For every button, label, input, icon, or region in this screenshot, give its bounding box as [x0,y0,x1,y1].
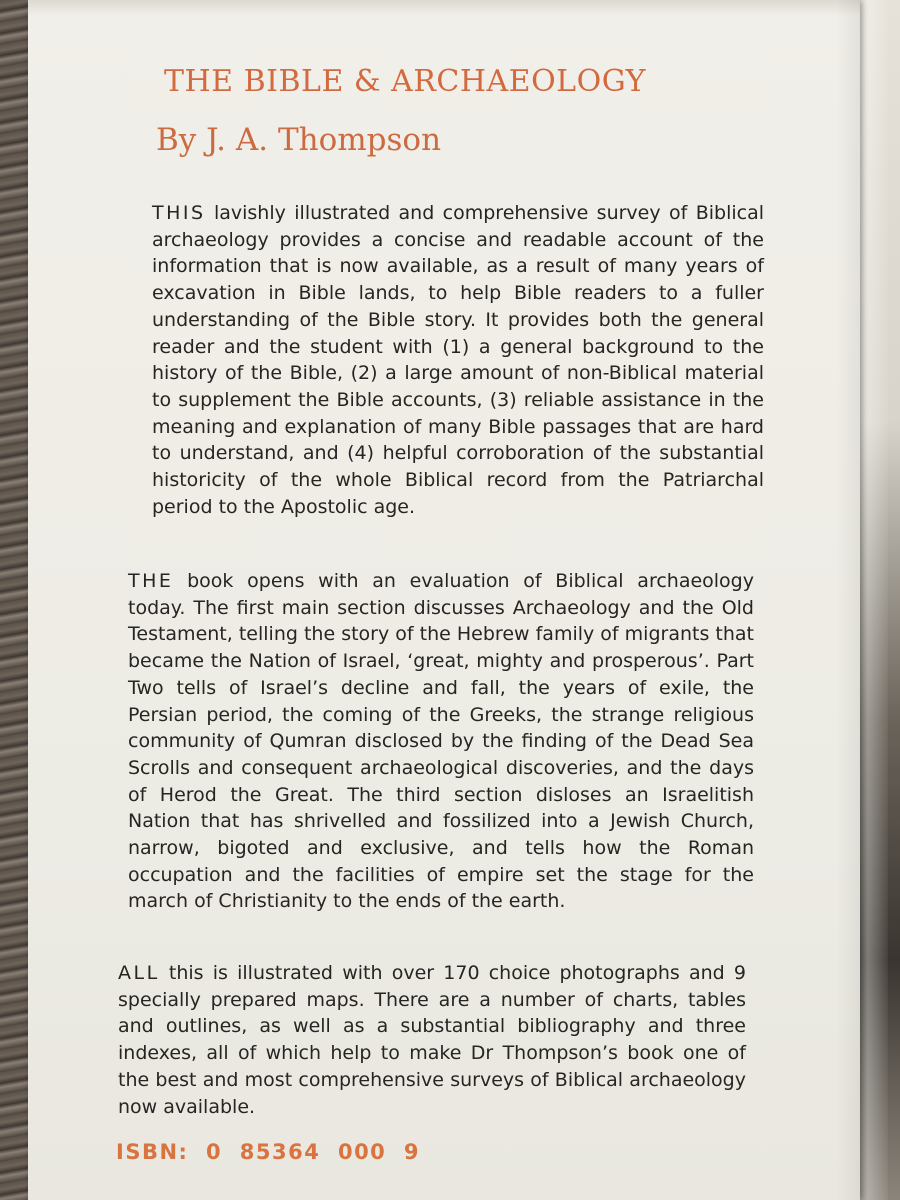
paragraph-lead-word: THIS [152,202,206,224]
jacket-right-fold [836,0,860,1200]
isbn-number: ISBN: 0 85364 000 9 [116,1140,421,1164]
paragraph-lead-word: THE [128,570,174,592]
paragraph-text: lavishly illustrated and comprehensive survey of Biblical archaeology provides a concise and readable account of the information that is now available, as a result of many years of excavation in Bible lands, to help Bible readers to a fuller understanding of the Bible story. It provides both the general reader and the student with (1) a general background to the history of the Bible, (2) a large amount of non-Biblical material to supplement the Bible accounts, (3) reliable assistance in the meaning and explanation of many Bible passages that are hard to understand, and (4) helpful corroboration of the substantial historicity of the whole Biblical record from the Patriarchal period to the Apostolic age. [152,202,764,518]
paragraph-text: this is illustrated with over 170 choice photographs and 9 specially prepared maps. There are a number of charts, tables and outlines, as well as a substantial bibliography and three indexes, all of which help to make Dr Thompson’s book one of the best and most comprehensive surveys of Biblical archaeology now available. [118,962,746,1118]
paragraph-text: book opens with an evaluation of Biblical archaeology today. The first main section discusses Archaeology and the Old Testament, telling the story of the Hebrew family of migrants that became the Nation of Israel, ‘great, mighty and prosperous’. Part Two tells of Israel’s decline and fall, the years of exile, the Persian period, the coming of the Greeks, the strange religious community of Qumran disclosed by the finding of the Dead Sea Scrolls and consequent archaeological discoveries, and the days of Herod the Great. The third section disloses an Israelitish Nation that has shrivelled and fossilized into a Jewish Church, narrow, bigoted and exclusive, and tells how the Roman occupation and the facilities of empire set the stage for the march of Christianity to the ends of the earth. [128,570,754,913]
book-author: By J. A. Thompson [156,122,442,158]
jacket-top-fold [28,0,860,16]
dust-jacket-flap [28,0,860,1200]
blurb-paragraph-3 [118,960,746,1120]
blurb-paragraph-2 [128,568,754,915]
blurb-paragraph-1 [152,200,764,520]
paragraph-lead-word: ALL [118,962,160,984]
book-title: THE BIBLE & ARCHAEOLOGY [164,64,646,99]
